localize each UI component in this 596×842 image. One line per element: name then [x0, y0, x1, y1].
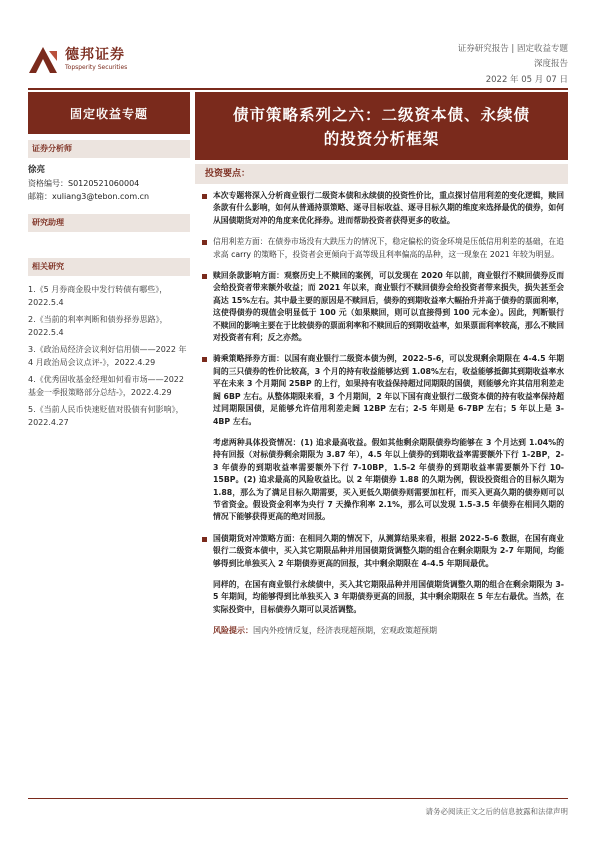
risk-text: 国内外疫情反复，经济表现超预期，宏观政策超预期	[253, 626, 437, 636]
risk-warning	[195, 625, 568, 637]
logo-mark-icon	[27, 43, 59, 75]
report-title	[195, 92, 568, 160]
report-title-line1: 债市策略系列之六：二级资本债、永续债	[232, 105, 530, 124]
highlight-paragraph: 信用利差方面：在债券市场没有大跌压力的情况下，稳定偏松的资金环境是压低信用利差的基础，在追求高 carry 的策略下，投资者会更倾向于高等级且利率偏高的品种，这一现象在 2021 年较为明显。	[195, 236, 568, 261]
assistant-heading: 研究助理	[28, 214, 190, 232]
related-heading: 相关研究	[28, 258, 190, 276]
report-meta	[458, 42, 568, 88]
highlights-body	[195, 190, 568, 638]
footer-disclaimer: 请务必阅读正文之后的信息披露和法律声明	[425, 807, 568, 816]
report-type: 证券研究报告 | 固定收益专题	[457, 44, 568, 54]
analyst-info	[28, 164, 190, 203]
related-item[interactable]: 3.《政治局经济会议利好信用债——2022 年 4 月政治局会议点评-》，2022.4.29	[28, 345, 187, 367]
highlight-paragraph: 考虑两种具体投资情况：(1) 追求最高收益。假如其他剩余期限债券均能够在 3 个月达到 1.04%的持有回报（对标债券剩余期限为 3.87 年），4.5 年以上债券的到期收益率需要额外下行 1-2BP，2-3 年债券的到期收益率需要额外下行 7-10BP，1.5-2 年债券的到期收益率需要额外下行 10-15BP。(2) 追求最高的风险收益比。以 2 年期债券 1.88 的久期为例，假设投资组合的目标久期为 1.88，那么为了满足目标久期需要，买入更低久期债券则需要加杠杆，而买入更高久期的债券则可以节省资金。假设资金利率为央行 7 天操作利率 2.1%，那么可以发现 1.5-3.5 年债券在相同久期的情况下能够获得更高的绝对回报。	[213, 437, 564, 522]
related-item[interactable]: 2.《当前的利率判断和债券择券思路》，2022.5.4	[28, 315, 168, 337]
related-item[interactable]: 4.《优秀固收基金经理如何看市场——2022 基金一季报策略部分总结-》，2022.4.29	[28, 375, 184, 397]
report-title-line2: 的投资分析框架	[323, 129, 440, 148]
related-item[interactable]: 5.《当前人民币快速贬值对股债有何影响》，2022.4.27	[28, 405, 184, 427]
related-research-list	[28, 284, 190, 434]
category-banner: 固定收益专题	[28, 92, 190, 134]
logo-name-en: Topsperity Securities	[65, 63, 128, 71]
report-date: 2022 年 05 月 07 日	[485, 75, 568, 85]
report-kind: 深度报告	[533, 59, 568, 69]
analyst-cert: 资格编号：S0120521060004	[28, 179, 140, 188]
related-item[interactable]: 1.《5 月券商金股中发行转债有哪些》，2022.5.4	[28, 285, 168, 307]
analyst-name: 徐亮	[28, 165, 46, 175]
highlight-paragraph: 本次专题将深入分析商业银行二级资本债和永续债的投资性价比，重点探讨信用利差的变化逻辑，赎回条款有什么影响，如何从普通持票策略、逐寻目标收益、逐寻目标久期的维度来选择最优的债券，如何从国债期货对冲的角度来优化择券。进而帮助投资者获得更多的收益。	[195, 190, 568, 227]
highlights-heading: 投资要点：	[195, 164, 568, 184]
risk-label: 风险提示：	[213, 626, 253, 636]
logo-name-cn: 德邦证券	[65, 46, 125, 63]
footer-divider	[28, 798, 568, 799]
highlight-paragraph: 国债期货对冲策略方面：在相同久期的情况下，从测算结果来看，根据 2022-5-6 数据，在国有商业银行二级资本债中，买入其它期限品种并用国债期货调整久期的组合在剩余期限为 2-7 年期间，均能够得到比单独买入 2 年期债券更高的回报，其中剩余期限在 4-4.5 年期间最优。	[195, 533, 568, 570]
highlight-paragraph: 赎回条款影响方面：观察历史上不赎回的案例，可以发现在 2020 年以前，商业银行不赎回债券反而会给投资者带来额外收益；而 2021 年以来，商业银行不赎回债券会给投资者带来损失，损失甚至会高达 15%左右。其中最主要的原因是不赎回后，债券的到期收益率大幅抬升并高于债券的票面利率，这使得债券的现值会明显低于 100 元（如果赎回，则可以直接得到 100 元本金）。因此，判断银行不赎回的影响主要在于比较债券的票面利率和不赎回后的到期收益率，如果票面利率较高，那么不赎回对投资者有利；反之亦然。	[195, 270, 568, 344]
header-divider	[28, 88, 568, 90]
analyst-email[interactable]: 邮箱：xuliang3@tebon.com.cn	[28, 192, 150, 201]
analyst-heading: 证券分析师	[28, 140, 190, 158]
company-logo	[27, 41, 177, 77]
highlight-paragraph: 同样的，在国有商业银行永续债中，买入其它期限品种并用国债期货调整久期的组合在剩余期限为 3-5 年期间，均能够得到比单独买入 3 年期债券更高的回报，其中剩余期限在 5 年左右最优。当然，在实际投资中，目标债券久期可以灵活调整。	[213, 579, 564, 614]
highlight-paragraph: 骑乘策略择券方面：以国有商业银行二级资本债为例，2022-5-6，可以发现剩余期限在 4-4.5 年期间的三只债券的性价比较高，3 个月的持有收益能够达到 1.08%左右，收益能够抵御其到期收益率水平在未来 3 个月期间 25BP 的上行，如果持有收益保持超过同期限的国债，则能够允许其信用利差走阔 6BP 左右。从整体期限来看，3 个月期间，2 年以下国有商业银行二级资本债的持有收益率保持超过同期限国债，足能够允许信用利差走阔 12BP 左右；2-5 年则是 6-7BP 左右；5 年以上是 3-4BP 左右。	[195, 353, 568, 427]
